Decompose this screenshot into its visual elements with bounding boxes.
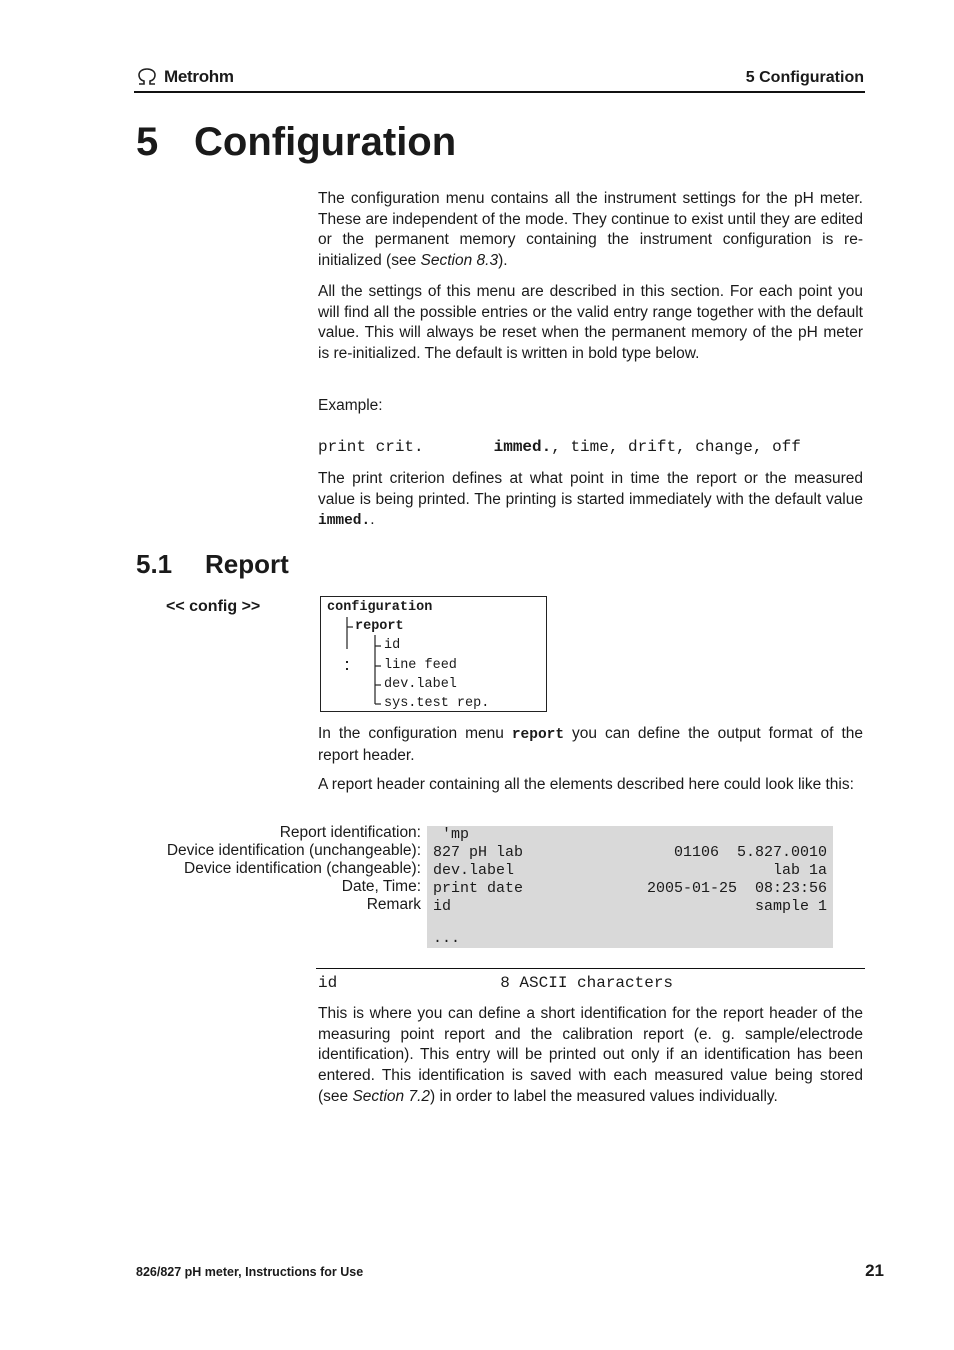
sample-right: sample 1 [754,897,827,915]
tree-lines [321,597,546,711]
header-rule [134,91,865,93]
sample-left: print date [433,879,524,897]
page-number: 21 [865,1261,884,1280]
running-head: 5 Configuration [745,69,864,86]
sample-left: dev.label [433,861,515,879]
chapter-number: 5 [136,120,159,164]
sample-line [433,898,827,916]
parameter-line [318,974,673,992]
section-title-text: Report [205,549,289,579]
config-label: << config >> [166,598,261,615]
intro-paragraph-1 [318,189,863,272]
example-label: Example: [318,397,383,414]
section-p3-end: ) in order to label the measured values individually. [430,1087,778,1105]
footer-title: 826/827 pH meter, Instructions for Use [136,1265,364,1279]
metrohm-logo [136,66,234,88]
intro-p1-text: The configuration menu contains all the instrument settings for the pH meter. These are independent of the mode. They continue to exist until they are edited or the permanent memory containing the instrument configuration is re-initialized (see [318,190,863,270]
sample-line [433,844,827,862]
report-header-labels [120,824,421,914]
section-title [136,549,289,580]
intro-p3-text: The print criterion defines at what point in time the report or the measured value is being printed. The printing is started immediately with the default value [318,470,863,508]
menu-item-dev-label: dev.label [384,677,457,692]
section-reference: Section 8.3 [420,252,499,270]
section-p3-text: This is where you can define a short identification for the report header of the measuring point report and the calibration report (e. g. sample/electrode identification). This entry will be printed out only if an identification has been entered. This identification is saved with each measured value being stored (see [318,1005,863,1105]
menu-item-line-feed: line feed [384,658,457,673]
sample-right: lab 1a [772,861,827,879]
report-header-sample [427,826,833,948]
logo-text: Metrohm [164,67,234,86]
report-code: report [511,727,565,743]
default-code: immed. [318,513,371,530]
intro-p1-end: ). [498,252,508,270]
sample-line [433,880,827,898]
example-options: , time, drift, change, off [551,438,801,456]
sample-left: ... [433,930,461,947]
parameter-range: 8 ASCII characters [500,974,674,992]
config-menu-tree [320,596,547,712]
parameter-rule [316,968,865,969]
chapter-title [136,120,456,165]
label-device-id-unchangeable: Device identification (unchangeable): [166,841,421,859]
intro-paragraph-3 [318,469,863,532]
sample-left: 'mp [433,826,470,843]
menu-item-id: id [384,638,401,653]
chapter-title-text: Configuration [194,120,457,164]
example-param: print crit. [318,438,424,456]
parameter-name: id [318,974,338,992]
sample-left: 827 pH lab [433,843,524,861]
sample-right: 01106 5.827.0010 [673,843,827,861]
intro-p3-end: . [370,511,375,529]
label-device-id-changeable: Device identification (changeable): [184,859,421,877]
sample-right: 2005-01-25 08:23:56 [646,879,827,897]
section-number: 5.1 [136,549,173,579]
section-p1-end: you can define the output format of the report header. [318,725,863,764]
sample-line [433,930,827,948]
label-date-time: Date, Time: [341,877,421,895]
omega-logo-icon [136,68,158,86]
intro-paragraph-2: All the settings of this menu are described in this section. For each point you will find all the possible entries or the valid entry range together with the default value. This will always be reset when the permanent memory of the pH meter is re-initialized. The default is written in bold type below. [318,283,863,363]
label-report-identification: Report identification: [279,824,421,841]
section-p1-text: In the configuration menu [318,725,512,742]
example-param-line [318,438,801,456]
sample-line [433,826,827,844]
section-paragraph-1 [318,724,863,766]
section-paragraph-2: A report header containing all the elements described here could look like this: [318,776,854,793]
menu-item-report: report [355,619,404,634]
section-paragraph-3 [318,1004,863,1108]
menu-item-sys-test: sys.test rep. [384,696,490,711]
sample-line [433,862,827,880]
menu-root: configuration [327,600,433,615]
section-reference: Section 7.2 [352,1087,431,1105]
sample-left: id [433,897,452,915]
example-default: immed. [493,438,552,456]
label-remark: Remark [366,895,421,913]
